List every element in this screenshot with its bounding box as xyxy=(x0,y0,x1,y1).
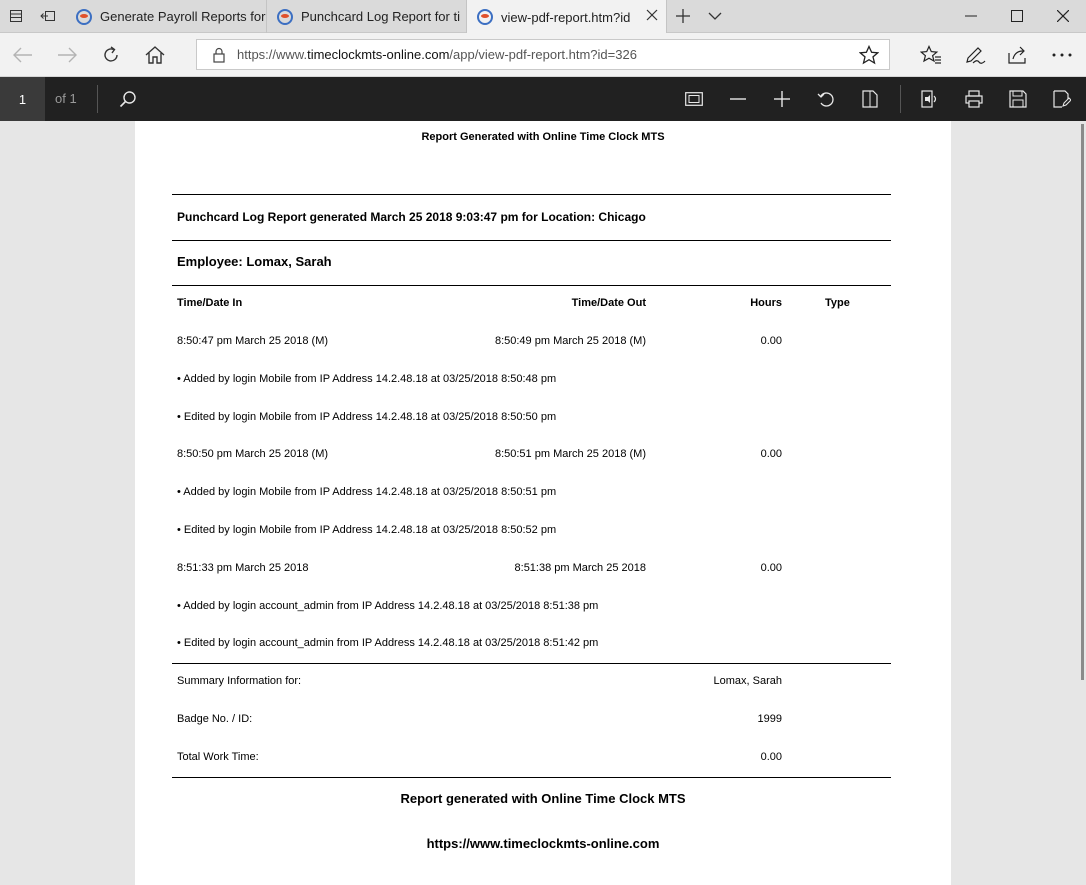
audit-note: • Edited by login Mobile from IP Address 14.2.48.18 at 03/25/2018 8:50:52 pm xyxy=(177,524,557,536)
tab-label: Punchcard Log Report for ti xyxy=(301,9,460,24)
new-tab-icon[interactable] xyxy=(667,0,699,32)
tab-generate-payroll[interactable] xyxy=(66,0,267,33)
fit-to-page-icon[interactable] xyxy=(674,79,714,119)
divider xyxy=(172,194,891,195)
report-footer-url: https://www.timeclockmts-online.com xyxy=(426,836,660,851)
close-window-button[interactable] xyxy=(1040,0,1086,32)
divider xyxy=(172,285,891,286)
divider xyxy=(172,663,891,664)
favorites-hub-icon[interactable] xyxy=(911,37,951,73)
more-options-icon[interactable] xyxy=(1042,37,1082,73)
maximize-button[interactable] xyxy=(994,0,1040,32)
report-header-note: Report Generated with Online Time Clock MTS xyxy=(421,131,665,143)
column-header-type: Type xyxy=(825,297,850,309)
site-favicon-icon xyxy=(277,9,293,25)
page-layout-icon[interactable] xyxy=(850,79,890,119)
vertical-scrollbar[interactable] xyxy=(1081,124,1084,680)
page-number-input[interactable]: 1 xyxy=(0,77,45,121)
badge-value: 1999 xyxy=(757,713,782,725)
set-tabs-aside-icon[interactable] xyxy=(32,0,64,32)
tab-manager-icon[interactable] xyxy=(0,0,32,32)
audit-note: • Added by login account_admin from IP Address 14.2.48.18 at 03/25/2018 8:51:38 pm xyxy=(177,600,599,612)
site-favicon-icon xyxy=(477,9,493,25)
divider xyxy=(172,777,891,778)
refresh-button[interactable] xyxy=(91,37,131,73)
save-icon[interactable] xyxy=(998,79,1038,119)
punch-time-in: 8:50:50 pm March 25 2018 (M) xyxy=(177,448,329,460)
punch-hours: 0.00 xyxy=(760,562,782,574)
address-bar[interactable] xyxy=(196,39,890,70)
pdf-toolbar xyxy=(0,77,1086,121)
tab-punchcard-log[interactable] xyxy=(267,0,467,33)
favorite-star-icon[interactable] xyxy=(859,45,879,70)
title-bar xyxy=(0,0,1086,33)
punch-hours: 0.00 xyxy=(760,448,782,460)
search-icon[interactable] xyxy=(108,79,148,119)
audit-note: • Edited by login Mobile from IP Address 14.2.48.18 at 03/25/2018 8:50:50 pm xyxy=(177,411,557,423)
punch-time-in: 8:51:33 pm March 25 2018 xyxy=(177,562,309,574)
navigation-bar xyxy=(0,33,1086,77)
tab-label: Generate Payroll Reports for xyxy=(100,9,266,24)
tab-label: view-pdf-report.htm?id xyxy=(501,9,631,25)
toolbar-divider xyxy=(900,85,901,113)
url-text: https://www.timeclockmts-online.com/app/view-pdf-report.htm?id=326 xyxy=(237,47,637,62)
column-header-time-out: Time/Date Out xyxy=(571,297,646,309)
site-favicon-icon xyxy=(76,9,92,25)
employee-name: Employee: Lomax, Sarah xyxy=(177,254,332,269)
tab-preview-chevron-down-icon[interactable] xyxy=(699,0,731,32)
audit-note: • Added by login Mobile from IP Address 14.2.48.18 at 03/25/2018 8:50:48 pm xyxy=(177,373,557,385)
column-header-time-in: Time/Date In xyxy=(177,297,243,309)
column-header-hours: Hours xyxy=(750,297,782,309)
punch-hours: 0.00 xyxy=(760,335,782,347)
minimize-button[interactable] xyxy=(948,0,994,32)
report-title: Punchcard Log Report generated March 25 2018 9:03:47 pm for Location: Chicago xyxy=(177,210,646,224)
web-note-pen-icon[interactable] xyxy=(955,37,995,73)
share-icon[interactable] xyxy=(998,37,1038,73)
home-button[interactable] xyxy=(135,37,175,73)
toolbar-divider xyxy=(97,85,98,113)
back-button[interactable] xyxy=(3,37,43,73)
report-footer-note: Report generated with Online Time Clock MTS xyxy=(400,791,686,806)
audit-note: • Added by login Mobile from IP Address 14.2.48.18 at 03/25/2018 8:50:51 pm xyxy=(177,486,557,498)
punch-time-out: 8:51:38 pm March 25 2018 xyxy=(514,562,646,574)
summary-for-label: Summary Information for: xyxy=(177,675,302,687)
divider xyxy=(172,240,891,241)
forward-button[interactable] xyxy=(47,37,87,73)
page-count: of 1 xyxy=(55,91,77,106)
punch-time-in: 8:50:47 pm March 25 2018 (M) xyxy=(177,335,329,347)
read-aloud-icon[interactable] xyxy=(910,79,950,119)
print-icon[interactable] xyxy=(954,79,994,119)
tab-view-pdf-report[interactable] xyxy=(467,0,667,34)
pdf-page xyxy=(135,121,951,885)
close-tab-icon[interactable] xyxy=(646,8,658,25)
lock-icon[interactable] xyxy=(207,47,231,63)
zoom-out-icon[interactable] xyxy=(718,79,758,119)
punch-time-out: 8:50:49 pm March 25 2018 (M) xyxy=(494,335,646,347)
summary-for-value: Lomax, Sarah xyxy=(713,675,782,687)
badge-label: Badge No. / ID: xyxy=(177,713,253,725)
total-work-time-label: Total Work Time: xyxy=(177,751,259,763)
zoom-in-icon[interactable] xyxy=(762,79,802,119)
punch-time-out: 8:50:51 pm March 25 2018 (M) xyxy=(494,448,646,460)
save-as-icon[interactable] xyxy=(1042,79,1082,119)
total-work-time-value: 0.00 xyxy=(760,751,782,763)
audit-note: • Edited by login account_admin from IP Address 14.2.48.18 at 03/25/2018 8:51:42 pm xyxy=(177,637,599,649)
rotate-icon[interactable] xyxy=(806,79,846,119)
